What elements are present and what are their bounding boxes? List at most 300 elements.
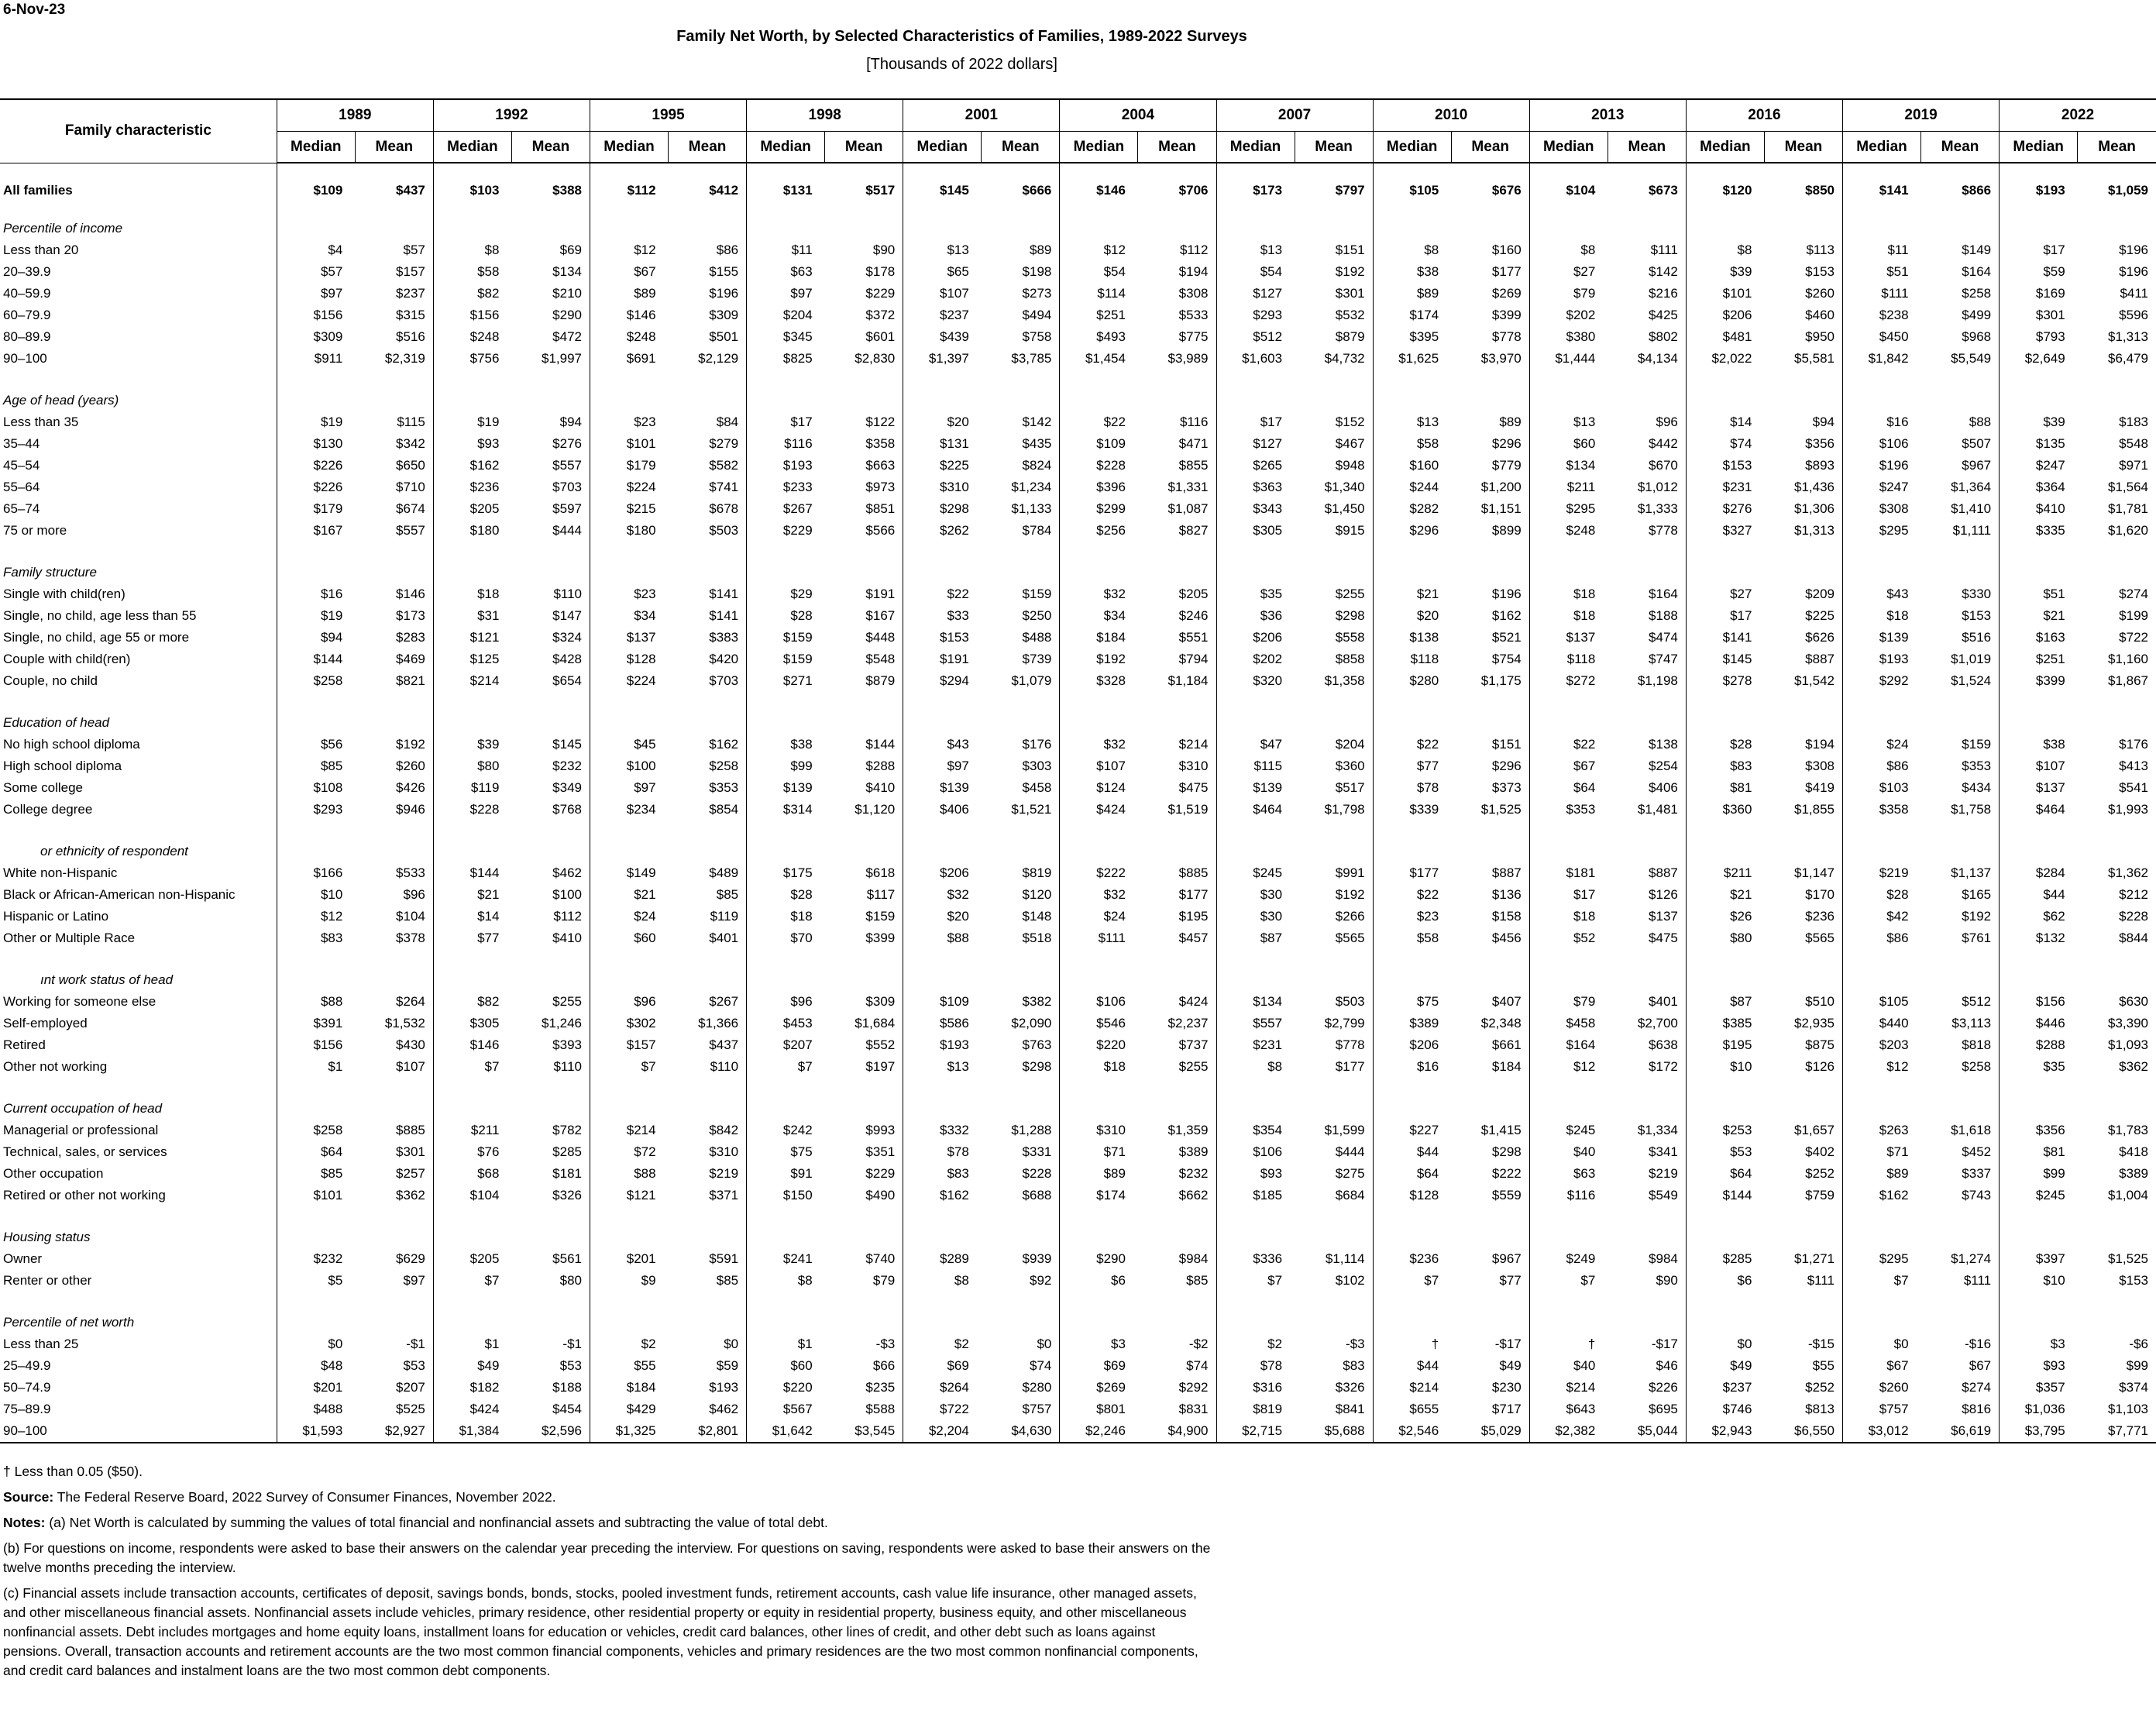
median-value	[1373, 949, 1451, 969]
mean-value: $501	[709, 329, 739, 344]
mean-value: $288	[865, 759, 896, 773]
mean-value: $142	[1649, 264, 1678, 279]
median-value	[433, 821, 511, 841]
median-value: $399	[2000, 670, 2078, 692]
spacer-row	[0, 1292, 2156, 1312]
median-value: $146	[433, 1034, 511, 1056]
median-value: $305	[433, 1013, 511, 1034]
median-value: $276	[1686, 498, 1764, 520]
mean-value: $6,619	[1921, 1420, 2000, 1443]
mean-value: $454	[552, 1402, 582, 1416]
row-label: White non-Hispanic	[3, 865, 118, 880]
row-label: Hispanic or Latino	[3, 909, 109, 924]
mean-header: Mean	[1138, 132, 1216, 163]
table-row	[0, 734, 2156, 755]
mean-value: $517	[1335, 780, 1365, 795]
median-value: $397	[2000, 1248, 2078, 1270]
median-value: $557	[1216, 1013, 1295, 1034]
median-header: Median	[747, 132, 825, 163]
mean-value	[511, 1312, 590, 1333]
median-value	[1216, 1292, 1295, 1312]
mean-value: $824	[1022, 458, 1052, 473]
mean-value	[669, 390, 747, 411]
year-header: 2016	[1686, 99, 1842, 132]
median-value: $184	[1060, 627, 1138, 649]
median-value: $21	[590, 884, 669, 906]
mean-value: $85	[716, 887, 739, 902]
mean-value: $389	[1178, 1144, 1209, 1159]
median-value: $68	[433, 1163, 511, 1185]
row-label: Black or African-American non-Hispanic	[3, 887, 236, 902]
row-label: Single, no child, age 55 or more	[3, 630, 190, 645]
mean-value	[2078, 390, 2156, 411]
median-value	[1373, 1312, 1451, 1333]
source-label: Source:	[3, 1489, 54, 1505]
median-value: $2,382	[1529, 1420, 1608, 1443]
mean-value	[825, 1098, 903, 1120]
mean-value: $176	[2119, 737, 2148, 752]
mean-value	[1608, 1098, 1686, 1120]
mean-value	[1138, 390, 1216, 411]
median-value: $801	[1060, 1399, 1138, 1420]
median-value: $202	[1216, 649, 1295, 670]
mean-value: -$17	[1651, 1337, 1678, 1351]
mean-value	[2078, 1206, 2156, 1227]
median-header: Median	[277, 132, 355, 163]
mean-value: $2,927	[355, 1420, 433, 1443]
mean-value: $184	[1491, 1059, 1522, 1074]
median-value: $295	[1529, 498, 1608, 520]
mean-value: $499	[1962, 308, 1992, 322]
mean-value	[982, 218, 1060, 239]
median-value: $69	[903, 1355, 982, 1377]
mean-value: $1,415	[1480, 1123, 1522, 1137]
mean-value: $5,581	[1794, 351, 1834, 366]
mean-value: $274	[2119, 587, 2148, 601]
mean-value: $475	[1649, 931, 1678, 945]
mean-value: $177	[1491, 264, 1522, 279]
median-value: $292	[1843, 670, 1921, 692]
median-value	[1843, 218, 1921, 239]
row-label: Single with child(ren)	[3, 587, 126, 601]
table-row	[0, 1248, 2156, 1270]
median-header: Median	[2000, 132, 2078, 163]
median-value	[1843, 841, 1921, 862]
row-label: 90–100	[3, 351, 47, 366]
mean-value: $650	[396, 458, 425, 473]
mean-value: $775	[1178, 329, 1209, 344]
table-row	[0, 799, 2156, 821]
mean-value	[1921, 218, 2000, 239]
row-label: Less than 20	[3, 243, 79, 257]
mean-value	[1138, 1078, 1216, 1098]
median-header: Median	[1686, 132, 1764, 163]
median-value: $3,012	[1843, 1420, 1921, 1443]
mean-value: $290	[552, 308, 582, 322]
mean-value: $137	[1649, 909, 1678, 924]
median-value: $139	[903, 777, 982, 799]
mean-value: $1,798	[1324, 802, 1365, 817]
mean-value	[1608, 1292, 1686, 1312]
median-value: $1,454	[1060, 348, 1138, 370]
section-title: Current occupation of head	[3, 1101, 163, 1116]
row-label: High school diploma	[3, 759, 122, 773]
mean-value: $778	[1491, 329, 1522, 344]
median-value: $3	[2000, 1333, 2078, 1355]
mean-value	[511, 692, 590, 712]
median-value: $229	[747, 520, 825, 542]
median-value: $207	[747, 1034, 825, 1056]
mean-value: $1,271	[1794, 1251, 1834, 1266]
median-value: $310	[1060, 1120, 1138, 1141]
median-value: $231	[1216, 1034, 1295, 1056]
mean-value: $207	[396, 1380, 425, 1395]
section-header-row	[0, 1312, 2156, 1333]
row-label: Some college	[3, 780, 84, 795]
mean-value: $228	[2119, 909, 2148, 924]
mean-value: $739	[1022, 652, 1052, 666]
median-value	[747, 1312, 825, 1333]
mean-value: $779	[1491, 458, 1522, 473]
median-value: $131	[747, 163, 825, 218]
median-value: $43	[1843, 583, 1921, 605]
note-c: (c) Financial assets include transaction accounts, certificates of deposit, savings bonds, bonds, stocks, pooled investment funds, retirement accounts, cash value life insurance, other managed assets, and other miscellaneous financial assets. Nonfinancial assets include vehicles, primary residence, other residential property or equity in residential property, business equity, and other miscellaneous nonfinancial assets. Debt includes mortgages and home equity loans, installment loans for education or vehicles, credit card balances, other lines of credit, and other debt such as loans against pensions. Overall, transaction accounts and retirement accounts are the two most common financial components, vehicles and primary residences are the two most common nonfinancial components, and credit card balances and instalment loans are the two most common debt components.	[3, 1585, 1198, 1678]
median-value: $2,546	[1373, 1420, 1451, 1443]
mean-value: $389	[2119, 1166, 2148, 1181]
median-value: $34	[1060, 605, 1138, 627]
mean-value	[1451, 1312, 1529, 1333]
median-value: $64	[1686, 1163, 1764, 1185]
median-value	[277, 218, 355, 239]
mean-value	[355, 949, 433, 969]
median-value: $116	[1529, 1185, 1608, 1206]
table-row	[0, 304, 2156, 326]
mean-value	[1138, 841, 1216, 862]
mean-value	[355, 1206, 433, 1227]
median-value: $7	[1373, 1270, 1451, 1292]
median-value: $327	[1686, 520, 1764, 542]
mean-value: $3,970	[1480, 351, 1522, 366]
mean-value: $710	[396, 480, 425, 494]
mean-value	[669, 841, 747, 862]
median-value: $24	[1843, 734, 1921, 755]
row-label: Less than 35	[3, 415, 79, 429]
median-value: $181	[1529, 862, 1608, 884]
table-row	[0, 1185, 2156, 1206]
median-value	[1216, 841, 1295, 862]
mean-value	[2078, 1292, 2156, 1312]
mean-value: $462	[552, 865, 582, 880]
mean-value: $741	[709, 480, 739, 494]
mean-value	[1608, 1078, 1686, 1098]
mean-value: $309	[865, 994, 896, 1009]
median-value: $111	[1843, 283, 1921, 304]
mean-value: $1,362	[2108, 865, 2148, 880]
median-value: $118	[1529, 649, 1608, 670]
mean-value: $69	[559, 243, 582, 257]
median-value	[1686, 841, 1764, 862]
median-value	[747, 841, 825, 862]
median-value: $156	[277, 304, 355, 326]
mean-value: $2,596	[511, 1420, 590, 1443]
mean-value: $264	[396, 994, 425, 1009]
median-value	[903, 1312, 982, 1333]
mean-value: $102	[1335, 1273, 1365, 1288]
mean-value: $111	[1807, 1273, 1834, 1288]
median-value: $7	[1529, 1270, 1608, 1292]
mean-value: $1,521	[1011, 802, 1052, 817]
median-value	[2000, 1098, 2078, 1120]
mean-value: $418	[2119, 1144, 2148, 1159]
mean-value: $219	[709, 1166, 739, 1181]
mean-value: $192	[1962, 909, 1992, 924]
mean-value: -$1	[406, 1337, 425, 1351]
dagger-note: † Less than 0.05 ($50).	[3, 1464, 143, 1479]
mean-value: $548	[2119, 436, 2148, 451]
median-value	[1060, 1312, 1138, 1333]
mean-value: $99	[2126, 1358, 2148, 1373]
mean-value: $301	[1335, 286, 1365, 301]
mean-value: $2,830	[854, 351, 896, 366]
spacer	[0, 949, 277, 969]
mean-value	[669, 692, 747, 712]
mean-value: $59	[716, 1358, 739, 1373]
mean-value	[1764, 969, 1842, 991]
median-value: $488	[277, 1399, 355, 1420]
median-value	[2000, 1227, 2078, 1248]
mean-value: $89	[1030, 243, 1052, 257]
mean-value: $841	[1335, 1402, 1365, 1416]
mean-value: $1,684	[854, 1016, 896, 1030]
mean-value: $1,758	[1951, 802, 1992, 817]
mean-value: $194	[1178, 264, 1209, 279]
median-value: $214	[1373, 1377, 1451, 1399]
mean-value: $1,599	[1324, 1123, 1365, 1137]
mean-value: $176	[1022, 737, 1052, 752]
mean-value: $79	[872, 1273, 896, 1288]
median-value: $825	[747, 348, 825, 370]
mean-value: $758	[1022, 329, 1052, 344]
mean-value: $1,200	[1480, 480, 1522, 494]
mean-value: $1,358	[1324, 673, 1365, 688]
year-header: 2007	[1216, 99, 1373, 132]
median-header: Median	[903, 132, 982, 163]
median-value: $26	[1686, 906, 1764, 927]
median-value: $410	[2000, 498, 2078, 520]
mean-value	[669, 1098, 747, 1120]
mean-value	[1764, 949, 1842, 969]
row-label: Couple, no child	[3, 673, 98, 688]
median-value	[1060, 969, 1138, 991]
median-value: $301	[2000, 304, 2078, 326]
median-value: $211	[1529, 477, 1608, 498]
median-value: $242	[747, 1120, 825, 1141]
spacer-row	[0, 542, 2156, 562]
median-value: $180	[590, 520, 669, 542]
mean-value: $462	[709, 1402, 739, 1416]
table-row	[0, 627, 2156, 649]
mean-value	[669, 1312, 747, 1333]
median-value: $220	[1060, 1034, 1138, 1056]
median-header: Median	[1529, 132, 1608, 163]
mean-value: $255	[1335, 587, 1365, 601]
median-value: $124	[1060, 777, 1138, 799]
median-value	[433, 1206, 511, 1227]
mean-value	[355, 692, 433, 712]
median-header: Median	[1843, 132, 1921, 163]
median-value	[1216, 542, 1295, 562]
median-value: $23	[590, 411, 669, 433]
mean-value: $618	[865, 865, 896, 880]
mean-value	[1608, 390, 1686, 411]
median-value	[1216, 390, 1295, 411]
mean-value	[669, 1292, 747, 1312]
median-value: $12	[1843, 1056, 1921, 1078]
mean-value: $100	[552, 887, 582, 902]
mean-header: Mean	[2078, 132, 2156, 163]
mean-value	[1295, 1206, 1373, 1227]
median-value	[1373, 841, 1451, 862]
mean-value	[355, 390, 433, 411]
median-value: $282	[1373, 498, 1451, 520]
median-value: $71	[1843, 1141, 1921, 1163]
mean-value	[2078, 1098, 2156, 1120]
median-value	[1060, 821, 1138, 841]
mean-value: $472	[552, 329, 582, 344]
mean-value	[1764, 1227, 1842, 1248]
row-label: 65–74	[3, 501, 40, 516]
median-value: $53	[1686, 1141, 1764, 1163]
median-value: $228	[1060, 455, 1138, 477]
median-value	[277, 1312, 355, 1333]
median-value	[903, 969, 982, 991]
median-value	[1060, 712, 1138, 734]
mean-value	[825, 841, 903, 862]
median-value: $269	[1060, 1377, 1138, 1399]
mean-value: $1,133	[1011, 501, 1052, 516]
mean-value: $525	[396, 1402, 425, 1416]
mean-value: $494	[1022, 308, 1052, 322]
mean-value: $778	[1649, 523, 1678, 538]
median-value: $234	[590, 799, 669, 821]
year-header: 2004	[1060, 99, 1216, 132]
median-value: $86	[1843, 755, 1921, 777]
median-value: $249	[1529, 1248, 1608, 1270]
mean-value: $250	[1022, 608, 1052, 623]
mean-value	[511, 542, 590, 562]
median-value: $236	[433, 477, 511, 498]
mean-value: $356	[1805, 436, 1834, 451]
mean-value: $1,234	[1011, 480, 1052, 494]
median-value	[433, 370, 511, 390]
median-value: $395	[1373, 326, 1451, 348]
mean-value: $107	[396, 1059, 425, 1074]
mean-value: $442	[1649, 436, 1678, 451]
mean-value: $298	[1491, 1144, 1522, 1159]
mean-value	[1608, 562, 1686, 583]
mean-value: $1,410	[1951, 501, 1992, 516]
median-value: $79	[1529, 283, 1608, 304]
median-value: $293	[1216, 304, 1295, 326]
median-value	[1686, 1292, 1764, 1312]
mean-value: $426	[396, 780, 425, 795]
mean-value: $90	[1656, 1273, 1678, 1288]
median-value: $65	[903, 261, 982, 283]
median-value: $97	[590, 777, 669, 799]
median-value	[2000, 1292, 2078, 1312]
median-value: $214	[1529, 1377, 1608, 1399]
median-value: $224	[590, 477, 669, 498]
mean-value: $378	[396, 931, 425, 945]
mean-value	[669, 218, 747, 239]
mean-value: $1,618	[1951, 1123, 1992, 1137]
mean-value	[1138, 562, 1216, 583]
mean-value: $157	[396, 264, 425, 279]
mean-value	[2078, 370, 2156, 390]
mean-value: $113	[1806, 243, 1834, 257]
median-value: $793	[2000, 326, 2078, 348]
mean-value: $1,333	[1637, 501, 1678, 516]
mean-value	[1451, 370, 1529, 390]
table-title: Family Net Worth, by Selected Characteristics of Families, 1989-2022 Surveys	[676, 28, 1247, 45]
mean-value: $342	[396, 436, 425, 451]
mean-value	[1295, 390, 1373, 411]
mean-value: $153	[2119, 1273, 2148, 1288]
median-value: $2,943	[1686, 1420, 1764, 1443]
median-value: $174	[1060, 1185, 1138, 1206]
median-value: $149	[590, 862, 669, 884]
mean-value	[982, 821, 1060, 841]
median-value	[747, 562, 825, 583]
median-value	[1843, 542, 1921, 562]
mean-value: $237	[396, 286, 425, 301]
mean-value: $435	[1022, 436, 1052, 451]
median-value: $746	[1686, 1399, 1764, 1420]
mean-value: $425	[1649, 308, 1678, 322]
median-value	[747, 1227, 825, 1248]
mean-value: $842	[709, 1123, 739, 1137]
median-value: $164	[1529, 1034, 1608, 1056]
median-value: $10	[1686, 1056, 1764, 1078]
median-value: $233	[747, 477, 825, 498]
row-label: 20–39.9	[3, 264, 51, 279]
mean-value: $489	[709, 865, 739, 880]
median-value: $35	[2000, 1056, 2078, 1078]
mean-value: $875	[1805, 1037, 1834, 1052]
mean-value	[982, 1098, 1060, 1120]
median-value: $106	[1843, 433, 1921, 455]
mean-value	[2078, 1078, 2156, 1098]
mean-value	[355, 1227, 433, 1248]
median-value	[433, 1078, 511, 1098]
mean-value: $674	[396, 501, 425, 516]
median-value	[1060, 218, 1138, 239]
mean-value	[1138, 542, 1216, 562]
mean-value	[1138, 218, 1216, 239]
median-value: $38	[747, 734, 825, 755]
mean-value	[1451, 390, 1529, 411]
median-value: $86	[1843, 927, 1921, 949]
mean-value: $232	[552, 759, 582, 773]
mean-value: $117	[866, 887, 896, 902]
mean-value: $821	[396, 673, 425, 688]
mean-value: $90	[872, 243, 896, 257]
mean-value: $512	[1962, 994, 1992, 1009]
mean-value: $761	[1962, 931, 1992, 945]
median-value: $63	[1529, 1163, 1608, 1185]
source-text: The Federal Reserve Board, 2022 Survey of Consumer Finances, November 2022.	[53, 1489, 556, 1505]
median-value	[1216, 1098, 1295, 1120]
